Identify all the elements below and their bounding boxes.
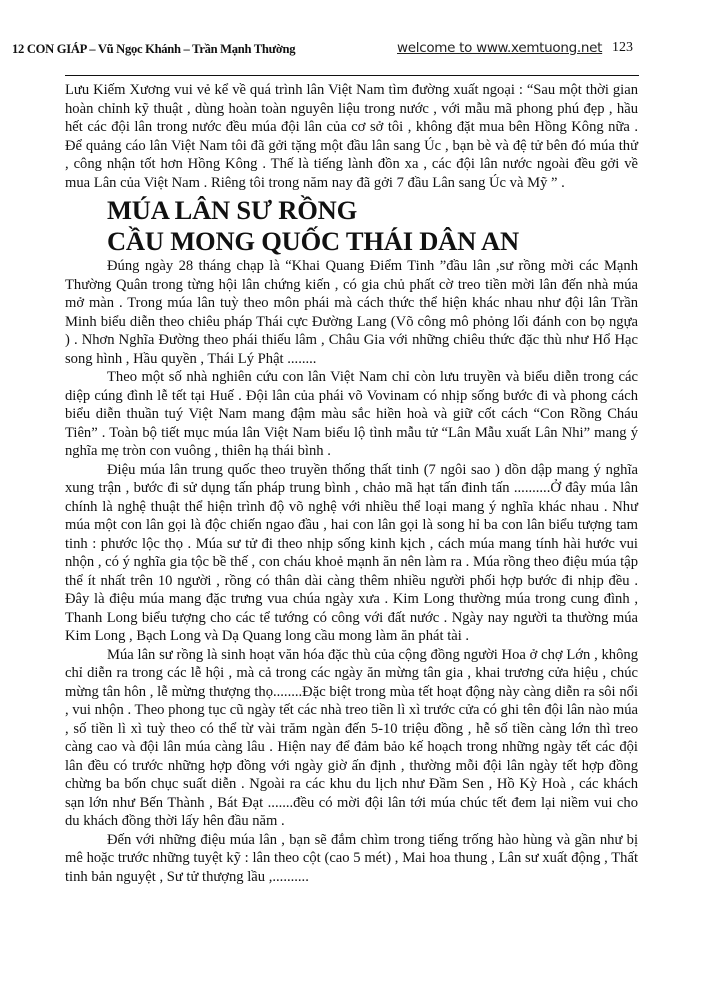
- header-divider: [65, 75, 639, 76]
- paragraph: Đúng ngày 28 tháng chạp là “Khai Quang Điểm Tinh ”đầu lân ,sư rồng mời các Mạnh Thường Quân trong từng hội lân chứng kiến , có gia chủ phất cờ treo tiền mời lân đến nhà múa mở màn . Trong múa lân tuỳ theo môn phái mà cách thức thể hiện khác nhau như đội lân Trần Minh biểu diễn theo chiêu pháp Thái cực Đường Lang (Võ công mô phỏng lối đánh con bọ ngựa ) . Nhơn Nghĩa Đường theo phái thiếu lâm , Châu Gia với những chiêu thức đặc thù như Hổ Hạc song hình , Hầu quyền , Thái Lý Phật ........: [65, 258, 638, 367]
- paragraph: Múa lân sư rồng là sinh hoạt văn hóa đặc thù của cộng đồng người Hoa ở chợ Lớn , không chỉ diễn ra trong các lễ hội , mà cả trong các ngày ăn mừng tân gia , khai trương cửa hiệu , chúc mừng tân hôn , lễ mừng thượng thọ........Đặc biệt trong mùa tết hoạt động này càng diễn ra sôi nổi , vui nhộn . Theo phong tục cũ ngày tết các nhà treo tiền lì xì trước cửa có ghi tên đội lân nào múa , số tiền lì xì tuỳ theo có thể từ vài trăm ngàn đến 5-10 triệu đồng , hễ số tiền càng lớn thì treo càng cao và đội lân múa càng lâu . Hiện nay để đảm bảo kế hoạch trong những ngày tết các đội lân đều có trước những hợp đồng với ngày giờ ấn định , thường mỗi đội lân ngày tết hợp đồng chừng ba bốn chục suất diễn . Ngoài ra các khu du lịch như Đầm Sen , Hồ Kỳ Hoà , các khách sạn lớn như Bến Thành , Bát Đạt .......đều có mời đội lân tới múa chúc tết đem lại niềm vui cho du khách đồng thời lấy hên đầu năm .: [65, 646, 638, 829]
- website-link[interactable]: welcome to www.xemtuong.net: [397, 40, 603, 56]
- heading-line-2: CẦU MONG QUỐC THÁI DÂN AN: [107, 226, 519, 256]
- book-title: 12 CON GIÁP – Vũ Ngọc Khánh – Trần Mạnh Thường: [12, 42, 296, 56]
- heading-line-1: MÚA LÂN SƯ RỒNG: [107, 195, 357, 225]
- paragraph: Điệu múa lân trung quốc theo truyền thống thất tinh (7 ngôi sao ) dồn dập mang ý nghĩa xung trận , bước đi sử dụng tấn pháp trung bình , chảo mã hạt tấn đinh tấn ..........Ở đây múa lân chính là nghệ thuật thể hiện trình độ võ nghệ với nhiều thể loại mang ý nghĩa khác nhau . Như múa một con lân gọi là độc chiến ngao đầu , hai con lân gọi là song hỉ ba con lân biểu tượng tam tinh : phước lộc thọ . Múa sư tử đi theo nhịp sống kinh kịch , cách múa mang tính hài hước vui nhộn , có ý nghĩa gia tộc bề thế , con cháu khoẻ mạnh ăn nên làm ra . Múa rồng theo điệu múa tập thể ít nhất trên 10 người , rồng có thân dài càng thêm nhiều người phối hợp bước đi nhịp đều . Đây là điệu múa mang đặc trưng vua chúa ngày xưa . Kim Long thường múa trong cung đình , Thanh Long biểu tượng cho các tể tướng có công với đất nước . Ngày nay người ta thường múa Kim Long , Bạch Long và Dạ Quang long cầu mong làm ăn phát tài .: [65, 461, 638, 644]
- page-header: [0, 36, 702, 58]
- paragraph: Đến với những điệu múa lân , bạn sẽ đắm chìm trong tiếng trống hào hùng và gần như bị mê hoặc trước những tuyệt kỹ : lân theo cột (cao 5 mét) , Mai hoa thung , Lân sư xuất động , Thất tinh bản nguyệt , Sư tử thượng lầu ,..........: [65, 831, 638, 885]
- paragraph: Theo một số nhà nghiên cứu con lân Việt Nam chỉ còn lưu truyền và biểu diễn trong các diệp cúng đình lễ tết tại Huế . Đội lân của phái võ Vovinam có nhịp sống bước đi và phong cách biểu diễn thuần tuý Việt Nam mang đậm màu sắc hiền hoà và giữ cốt cách “Con Rồng Cháu Tiên” . Toàn bộ tiết mục múa lân Việt Nam biểu lộ tình mẫu tử “Lân Mẫu xuất Lân Nhi” mang ý nghĩa mẹ tròn con vuông , thiên hạ thái bình .: [65, 369, 638, 459]
- section-heading: [107, 195, 638, 257]
- intro-paragraph: Lưu Kiếm Xương vui vẻ kể về quá trình lân Việt Nam tìm đường xuất ngoại : “Sau một thời gian hoàn chỉnh kỹ thuật , dùng hoàn toàn nguyên liệu trong nước , với mẫu mã phong phú đẹp , hầu hết các đội lân trong nước đều múa đội lân của cơ sở tôi , không đặt mua bên Hồng Kông nữa . Để quảng cáo lân Việt Nam tôi đã gởi tặng một đầu lân sang Úc , bạn bè và đệ tử bên đó múa thử , công nhận tốt hơn Hồng Kông . Thế là tiếng lành đồn xa , các đội lân nước ngoài đều gởi về mua Lân của Việt Nam . Riêng tôi trong năm nay đã gởi 7 đầu Lân sang Úc và Mỹ ” .: [65, 82, 638, 191]
- page-body: [65, 81, 638, 886]
- page-number: 123: [612, 40, 633, 55]
